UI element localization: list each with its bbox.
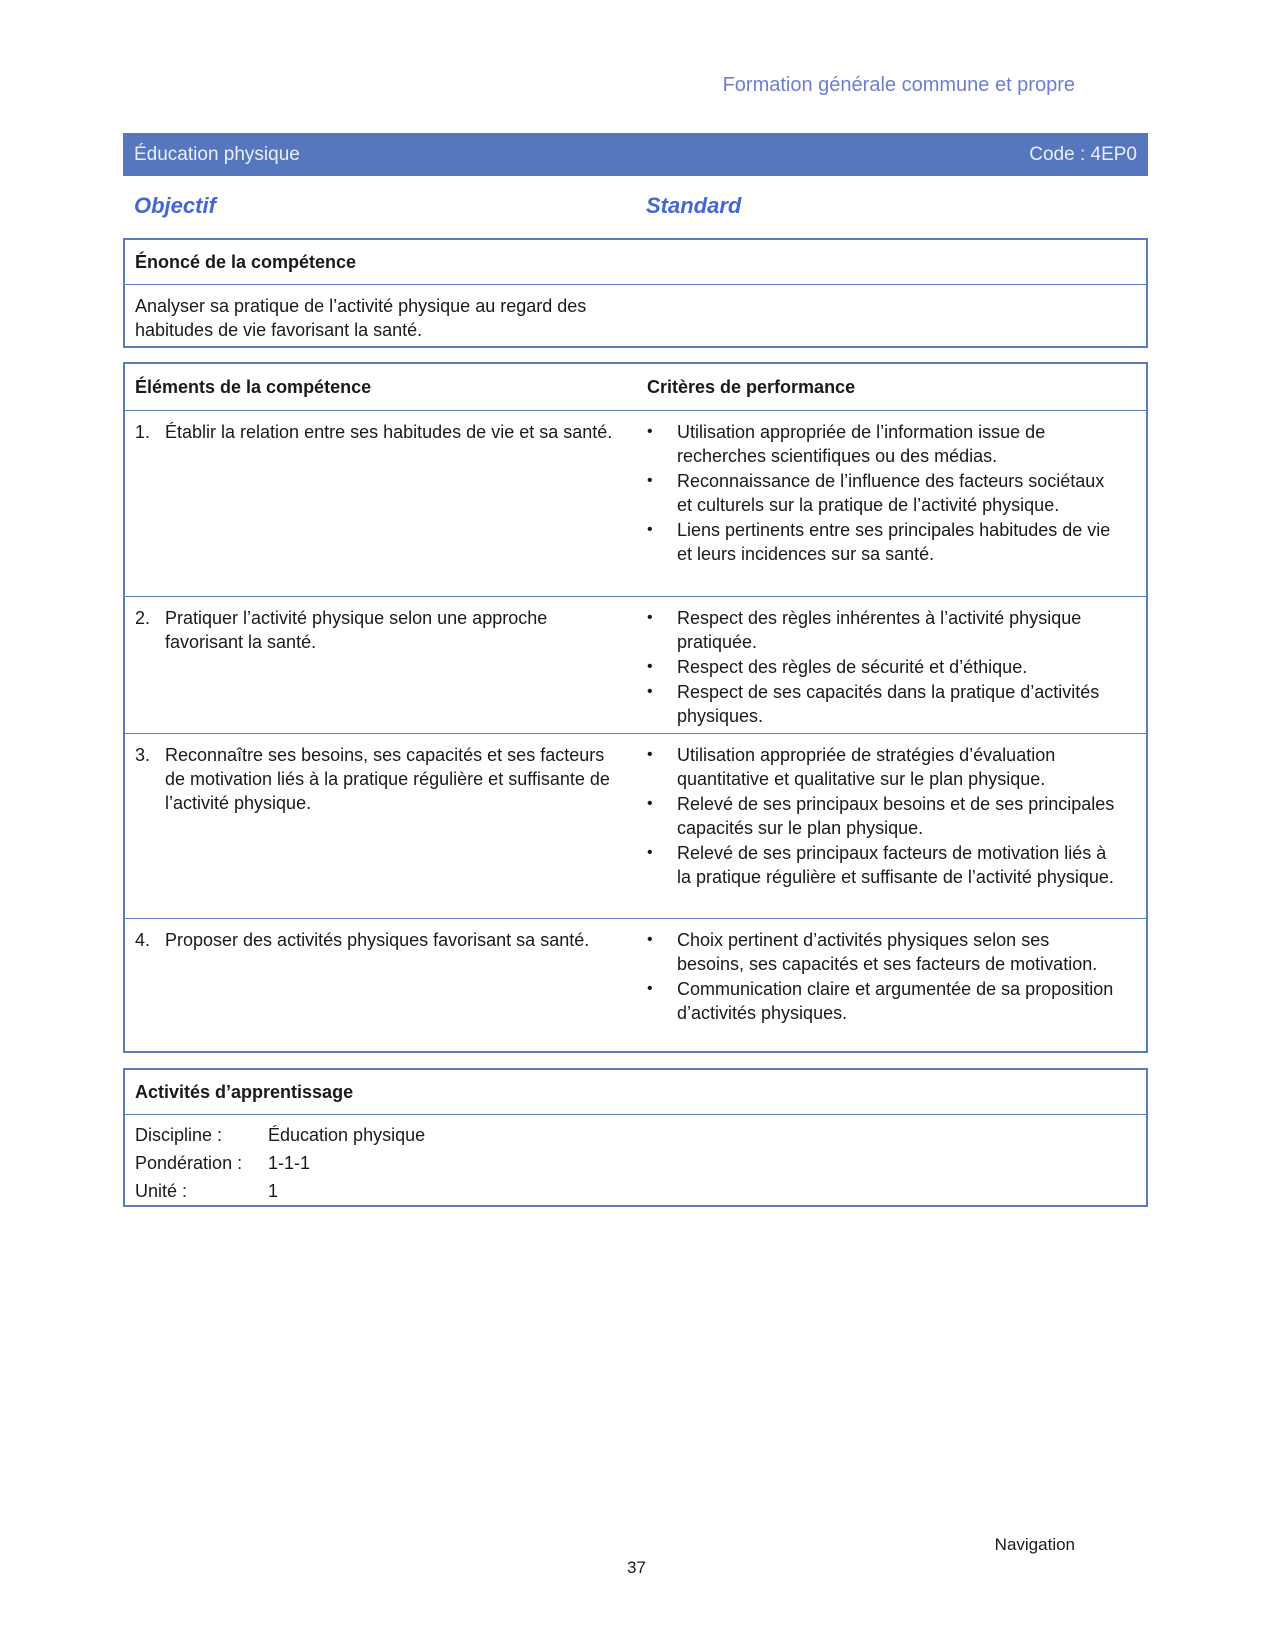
critere-item (647, 841, 1117, 889)
bullet-icon: • (647, 683, 653, 700)
unite-value: 1 (268, 1181, 279, 1201)
course-name: Éducation physique (134, 143, 300, 165)
bullet-icon: • (647, 844, 653, 861)
element-number: 2. (135, 608, 151, 628)
critere-text: Relevé de ses principaux besoins et de ses principales capacités sur le plan physique. (677, 794, 1115, 838)
objectif-standard-labels (123, 193, 1148, 223)
criteres-cell (647, 420, 1117, 567)
element-text: Proposer des activités physiques favorisant sa santé. (165, 930, 590, 950)
critere-text: Communication claire et argumentée de sa proposition d’activités physiques. (677, 979, 1114, 1023)
critere-item (647, 792, 1117, 840)
enonce-text: Analyser sa pratique de l’activité physique au regard des habitudes de vie favorisant la santé. (135, 296, 587, 340)
activites-body (125, 1115, 1146, 1211)
critere-item (647, 655, 1117, 679)
critere-item (647, 680, 1117, 728)
course-bar (123, 133, 1148, 176)
table-row (125, 734, 1146, 919)
bullet-icon: • (647, 658, 653, 675)
bullet-icon: • (647, 980, 653, 997)
element-number: 3. (135, 745, 151, 765)
standard-label: Standard (646, 193, 742, 218)
unite-row (135, 1177, 1136, 1205)
table-row (125, 597, 1146, 734)
table-row (125, 411, 1146, 597)
critere-text: Relevé de ses principaux facteurs de motivation liés à la pratique régulière et suffisante de l’activité physique. (677, 843, 1114, 887)
critere-item (647, 518, 1117, 566)
discipline-label: Discipline : (135, 1125, 223, 1145)
critere-item (647, 743, 1117, 791)
element-cell (135, 420, 625, 444)
bullet-icon: • (647, 795, 653, 812)
unite-label: Unité : (135, 1181, 188, 1201)
elements-table-header (125, 364, 1146, 411)
critere-item (647, 928, 1117, 976)
critere-text: Liens pertinents entre ses principales habitudes de vie et leurs incidences sur sa santé. (677, 520, 1111, 564)
critere-text: Respect des règles de sécurité et d’éthique. (677, 657, 1028, 677)
elements-table (123, 362, 1148, 1053)
critere-item (647, 420, 1117, 468)
bullet-icon: • (647, 609, 653, 626)
critere-text: Utilisation appropriée de l’information issue de recherches scientifiques ou des médias. (677, 422, 1046, 466)
critere-item (647, 977, 1117, 1025)
course-code: Code : 4EP0 (1029, 143, 1137, 165)
page-number: 37 (627, 1558, 646, 1577)
navigation-link[interactable]: Navigation (994, 1535, 1075, 1554)
element-cell (135, 606, 625, 654)
element-number: 4. (135, 930, 151, 950)
critere-text: Choix pertinent d’activités physiques selon ses besoins, ses capacités et ses facteurs de motivation. (677, 930, 1098, 974)
enonce-title: Énoncé de la compétence (125, 240, 1146, 285)
table-row (125, 919, 1146, 1051)
bullet-icon: • (647, 423, 653, 440)
bullet-icon: • (647, 746, 653, 763)
element-cell (135, 743, 625, 815)
bullet-icon: • (647, 931, 653, 948)
element-number: 1. (135, 422, 151, 442)
critere-text: Respect de ses capacités dans la pratique d’activités physiques. (677, 682, 1100, 726)
element-text: Établir la relation entre ses habitudes de vie et sa santé. (165, 422, 613, 442)
ponderation-label: Pondération : (135, 1153, 243, 1173)
col-elements-header: Éléments de la compétence (135, 377, 372, 397)
critere-item (647, 606, 1117, 654)
element-cell (135, 928, 625, 952)
ponderation-row (135, 1149, 1136, 1177)
discipline-row (135, 1121, 1136, 1149)
critere-text: Utilisation appropriée de stratégies d’évaluation quantitative et qualitative sur le plan physique. (677, 745, 1056, 789)
activites-box (123, 1068, 1148, 1207)
objectif-label: Objectif (134, 193, 216, 218)
critere-text: Respect des règles inhérentes à l’activité physique pratiquée. (677, 608, 1082, 652)
col-criteres-header: Critères de performance (647, 377, 856, 397)
criteres-cell (647, 743, 1117, 890)
discipline-value: Éducation physique (268, 1125, 426, 1145)
bullet-icon: • (647, 521, 653, 538)
critere-text: Reconnaissance de l’influence des facteurs sociétaux et culturels sur la pratique de l’activité physique. (677, 471, 1105, 515)
enonce-box (123, 238, 1148, 348)
element-text: Pratiquer l’activité physique selon une approche favorisant la santé. (165, 608, 548, 652)
bullet-icon: • (647, 472, 653, 489)
ponderation-value: 1-1-1 (268, 1153, 311, 1173)
element-text: Reconnaître ses besoins, ses capacités et ses facteurs de motivation liés à la pratique régulière et suffisante de l’activité physique. (165, 745, 610, 813)
section-title: Formation générale commune et propre (722, 74, 1075, 96)
critere-item (647, 469, 1117, 517)
criteres-cell (647, 606, 1117, 729)
criteres-cell (647, 928, 1117, 1026)
activites-title: Activités d’apprentissage (125, 1070, 1146, 1115)
